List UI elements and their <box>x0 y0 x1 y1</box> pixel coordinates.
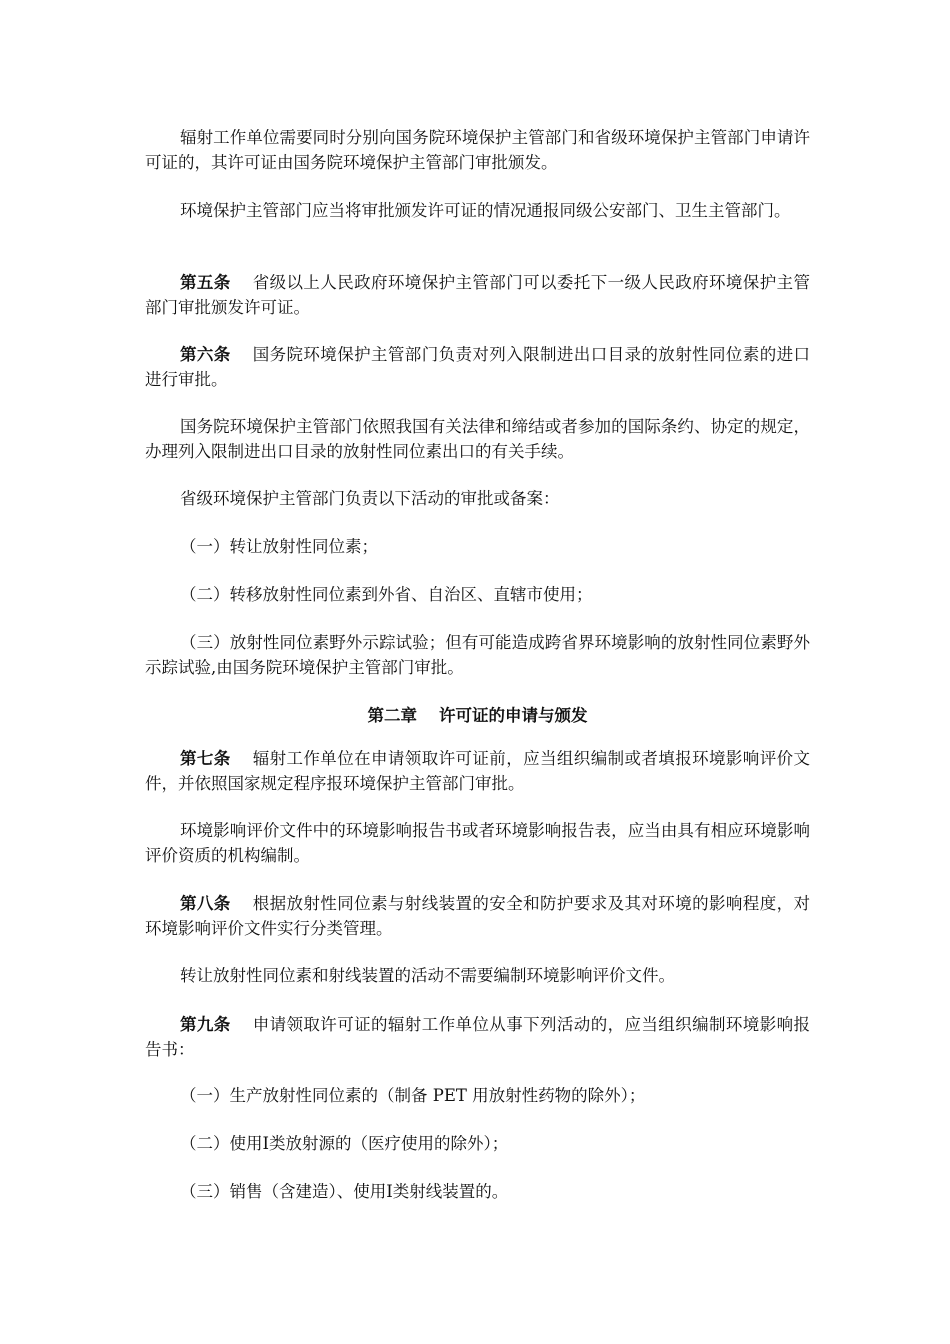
chapter-number: 第二章 <box>367 706 417 725</box>
article-9-text: 申请领取许可证的辐射工作单位从事下列活动的，应当组织编制环境影响报告书： <box>145 1015 811 1059</box>
article-8 <box>145 891 810 941</box>
article-7-text: 辐射工作单位在申请领取许可证前，应当组织编制或者填报环境影响评价文件，并依照国家规定程序报环境保护主管部门审批。 <box>145 749 811 793</box>
list-item-transfer: （一）转让放射性同位素； <box>180 537 378 556</box>
article-6 <box>145 342 810 392</box>
list-item-field-tracer: （三）放射性同位素野外示踪试验；但有可能造成跨省界环境影响的放射性同位素野外示踪试验,由国务院环境保护主管部门审批。 <box>145 633 810 677</box>
list-item-production: （一）生产放射性同位素的（制备 PET 用放射性药物的除外）； <box>180 1086 646 1105</box>
article-5-title: 第五条 <box>180 273 231 292</box>
article-8-text: 根据放射性同位素与射线装置的安全和防护要求及其对环境的影响程度，对环境影响评价文件实行分类管理。 <box>145 894 811 938</box>
paragraph-license-issuance: 辐射工作单位需要同时分别向国务院环境保护主管部门和省级环境保护主管部门申请许可证的，其许可证由国务院环境保护主管部门审批颁发。 <box>145 128 810 172</box>
paragraph-provincial-approval: 省级环境保护主管部门负责以下活动的审批或备案： <box>180 489 560 508</box>
article-5-text: 省级以上人民政府环境保护主管部门可以委托下一级人民政府环境保护主管部门审批颁发许可证。 <box>145 273 811 317</box>
chapter-heading <box>145 703 810 728</box>
paragraph-export-procedures: 国务院环境保护主管部门依照我国有关法律和缔结或者参加的国际条约、协定的规定，办理列入限制进出口目录的放射性同位素出口的有关手续。 <box>145 417 810 461</box>
list-item-relocation: （二）转移放射性同位素到外省、自治区、直辖市使用； <box>180 585 593 604</box>
article-7-title: 第七条 <box>180 749 231 768</box>
article-9-title: 第九条 <box>180 1015 231 1034</box>
article-6-title: 第六条 <box>180 345 231 364</box>
article-6-text: 国务院环境保护主管部门负责对列入限制进出口目录的放射性同位素的进口进行审批。 <box>145 345 811 389</box>
paragraph-eia-qualification: 环境影响评价文件中的环境影响报告书或者环境影响报告表，应当由具有相应环境影响评价资质的机构编制。 <box>145 821 810 865</box>
paragraph-transfer-exemption: 转让放射性同位素和射线装置的活动不需要编制环境影响评价文件。 <box>180 966 675 985</box>
list-item-class1-device: （三）销售（含建造）、使用Ⅰ类射线装置的。 <box>180 1182 509 1201</box>
chapter-title: 许可证的申请与颁发 <box>439 706 588 725</box>
article-5 <box>145 270 810 320</box>
article-8-title: 第八条 <box>180 894 231 913</box>
paragraph-notification: 环境保护主管部门应当将审批颁发许可证的情况通报同级公安部门、卫生主管部门。 <box>180 201 791 220</box>
list-item-class1-source: （二）使用Ⅰ类放射源的（医疗使用的除外）； <box>180 1134 509 1153</box>
article-9 <box>145 1012 810 1062</box>
article-7 <box>145 746 810 796</box>
